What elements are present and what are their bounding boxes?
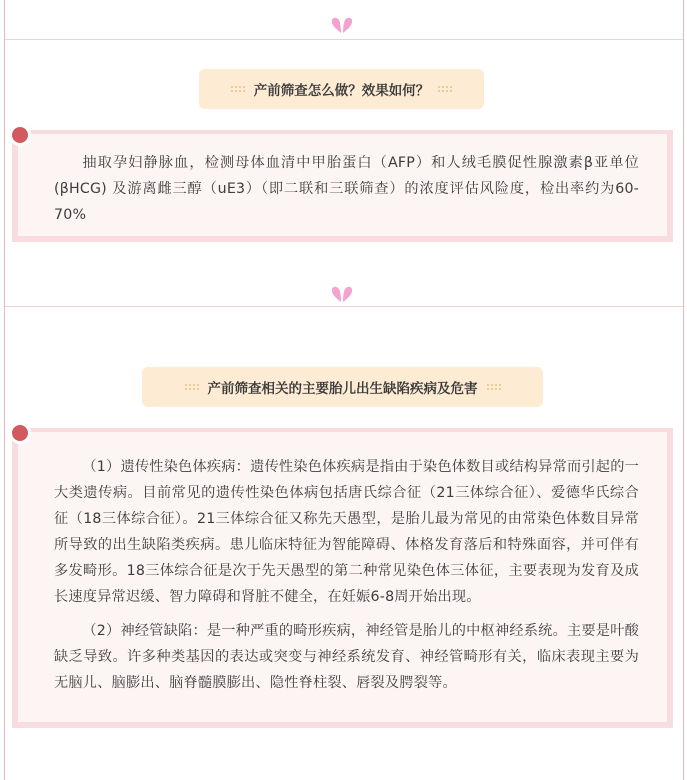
dots-icon <box>437 85 453 93</box>
section-title-pill <box>199 69 484 109</box>
section-title-pill <box>142 367 543 407</box>
heart-icon <box>328 285 356 303</box>
section-divider <box>5 306 683 307</box>
page-frame-right <box>683 0 684 780</box>
paragraph: （2）神经管缺陷：是一种严重的畸形疾病，神经管是胎儿的中枢神经系统。主要是叶酸缺乏导致。许多种类基因的表达或突变与神经系统发育、神经管畸形有关，临床表现主要为无脑儿、脑膨出、脑脊髓膜膨出、隐性脊柱裂、唇裂及腭裂等。 <box>54 623 639 691</box>
dots-icon <box>184 383 200 391</box>
card-body <box>18 134 667 236</box>
section-divider <box>5 39 683 40</box>
section-title: 产前筛查怎么做？效果如何？ <box>253 83 430 99</box>
content-card <box>12 428 673 728</box>
bullet-dot <box>9 124 31 146</box>
heart-icon <box>328 16 356 34</box>
paragraph: （1）遗传性染色体疾病：遗传性染色体疾病是指由于染色体数目或结构异常而引起的一大类遗传病。目前常见的遗传性染色体病包括唐氏综合征（21三体综合征）、爱德华氏综合征（18三体综合征）。21三体综合征又称先天愚型，是胎儿最为常见的由常染色体数目异常所导致的出生缺陷类疾病。患儿临床特征为智能障碍、体格发育落后和特殊面容，并可伴有多发畸形。18三体综合征是次于先天愚型的第二种常见染色体三体征，主要表现为发育及成长速度异常迟缓、智力障碍和肾脏不健全，在妊娠6-8周开始出现。 <box>54 459 639 605</box>
section-title: 产前筛查相关的主要胎儿出生缺陷疾病及危害 <box>207 381 478 397</box>
dots-icon <box>486 383 502 391</box>
dots-icon <box>230 85 246 93</box>
bullet-dot <box>9 422 31 444</box>
paragraph: 抽取孕妇静脉血，检测母体血清中甲胎蛋白（AFP）和人绒毛膜促性腺激素β亚单位(βHCG) 及游离雌三醇（uE3）（即二联和三联筛查）的浓度评估风险度，检出率约为60-70% <box>54 155 639 223</box>
card-body <box>18 432 667 722</box>
page-frame-left <box>4 0 5 780</box>
content-card <box>12 130 673 242</box>
